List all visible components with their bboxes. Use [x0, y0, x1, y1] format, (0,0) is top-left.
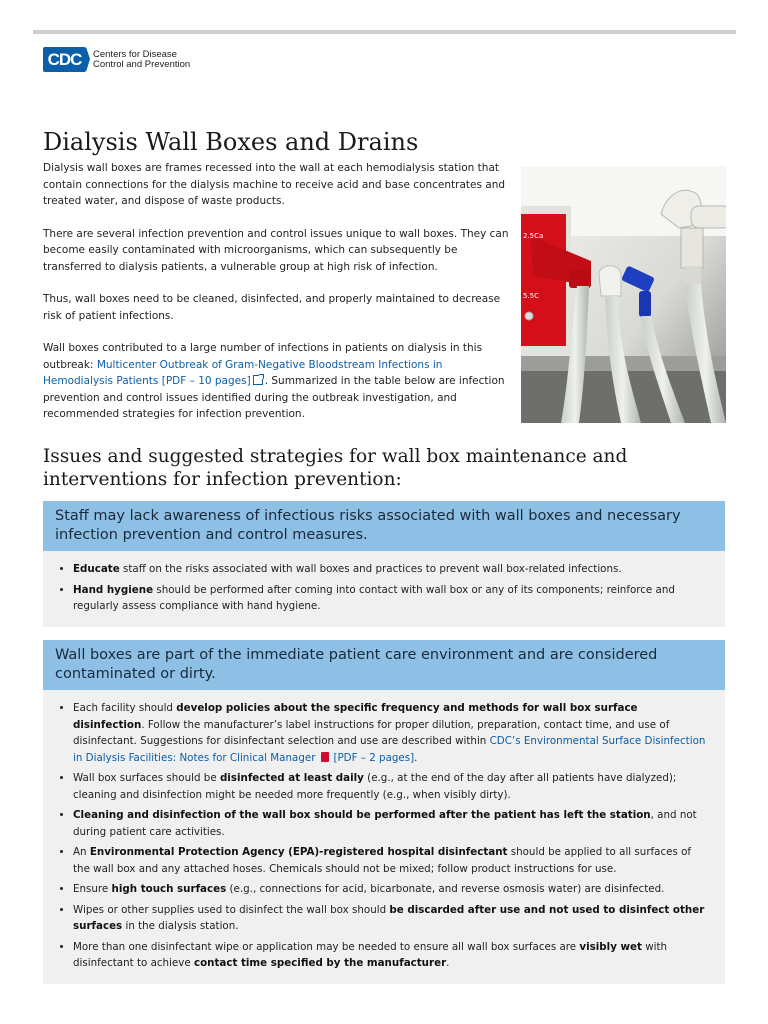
logo-line-1: Centers for Disease [93, 48, 177, 60]
intro-p4-after: . Summarized in the table below are infection prevention and control issues identified during the outbreak investigation, and recommended strategies for infection prevention. [43, 375, 505, 420]
item-text: with disinfectant to achieve [73, 940, 668, 969]
outbreak-report-link[interactable]: Multicenter Outbreak of Gram-Negative Bloodstream Infections in Hemodialysis Patients [PDF – 10 pages] [43, 358, 443, 387]
item-text: . [446, 957, 450, 969]
list-item [73, 881, 707, 898]
list-item [73, 561, 707, 578]
cdc-logo-text [93, 50, 190, 70]
intro-p4-text: Wall boxes contributed to a large number of infections in patients on dialysis in this outbreak: [43, 342, 483, 371]
logo-line-2: Control and Prevention [93, 58, 191, 70]
bold-text: disinfected at least daily [219, 772, 364, 784]
item-text: . [414, 751, 418, 764]
list-item [73, 939, 707, 972]
list-item [73, 700, 707, 766]
photo-label-bottom: 5.5C [523, 292, 540, 300]
list-item [73, 902, 707, 935]
pdf-icon [321, 752, 329, 762]
bold-text: Cleaning and disinfection of the wall box should be performed after the patient has left the station [73, 809, 651, 821]
card-1-header: Staff may lack awareness of infectious risks associated with wall boxes and necessary infection prevention and control measures. [43, 501, 725, 551]
cdc-logo-mark: CDC [43, 47, 86, 72]
item-text: Wipes or other supplies used to disinfect the wall box should [73, 903, 390, 916]
intro-paragraph-3: Thus, wall boxes need to be cleaned, disinfected, and properly maintained to decrease risk of patient infections. [43, 293, 501, 322]
item-text: should be applied to all surfaces of the wall box and any attached hoses. Chemicals should not be mixed; follow product instructions for use. [73, 846, 692, 875]
item-text: , and not during patient care activities. [73, 809, 697, 838]
list-item [73, 807, 707, 840]
bold-text: Environmental Protection Agency (EPA)-registered hospital disinfectant [89, 846, 508, 858]
bold-text: develop policies about the specific frequency and methods for wall box surface disinfection [73, 702, 638, 731]
list-item [73, 582, 707, 615]
card-2-list [43, 690, 725, 984]
item-text: An [73, 846, 90, 858]
item-text: More than one disinfectant wipe or application may be needed to ensure all wall box surfaces are [73, 940, 580, 953]
list-item [73, 844, 707, 877]
bold-text: Hand hygiene [73, 583, 154, 596]
bold-text: high touch surfaces [111, 883, 227, 895]
item-text: Ensure [73, 883, 112, 895]
top-divider [33, 30, 736, 34]
item-text: (e.g., connections for acid, bicarbonate, and reverse osmosis water) are disinfected. [226, 883, 665, 895]
card-patient-environment [43, 640, 725, 984]
cdc-logo[interactable] [43, 47, 190, 72]
item-text: staff on the risks associated with wall boxes and practices to prevent wall box-related infections. [119, 563, 622, 575]
intro-paragraph-2: There are several infection prevention and control issues unique to wall boxes. They can become easily contaminated with microorganisms, which can subsequently be transferred to dialysis patients, a vulnerable group at high risk of infection. [43, 227, 509, 273]
item-text: . Follow the manufacturer’s label instructions for proper dilution, preparation, contact time, and use of disinfectant. Suggestions for disinfectant selection and use are described within [73, 718, 670, 747]
card-staff-awareness [43, 501, 725, 627]
intro-paragraph-4 [43, 340, 513, 423]
bold-text: be discarded after use and not used to disinfect other surfaces [73, 903, 705, 932]
photo-label-top: 2.5Ca [523, 232, 544, 240]
item-text: (e.g., at the end of the day after all patients have dialyzed); cleaning and disinfection might be needed more frequently (e.g., when visibly dirty). [73, 772, 677, 801]
intro-text [43, 160, 513, 439]
item-text: should be performed after coming into contact with wall box or any of its components; reinforce and regularly assess compliance with hand hygiene. [73, 583, 675, 612]
item-text: Wall box surfaces should be [73, 772, 220, 784]
bold-text: visibly wet [579, 940, 642, 953]
external-link-icon [253, 375, 263, 385]
section-heading: Issues and suggested strategies for wall box maintenance and interventions for infection prevention: [43, 446, 628, 490]
list-item [73, 770, 707, 803]
item-text: Each facility should [73, 702, 177, 714]
page-title: Dialysis Wall Boxes and Drains [43, 128, 419, 156]
card-1-list [43, 551, 725, 627]
pdf-pages-link[interactable]: [PDF – 2 pages] [333, 751, 415, 764]
environmental-disinfection-link[interactable]: CDC’s Environmental Surface Disinfection in Dialysis Facilities: Notes for Clinical Manager [73, 735, 706, 764]
bold-text: contact time specified by the manufacturer [193, 957, 447, 969]
intro-paragraph-1: Dialysis wall boxes are frames recessed into the wall at each hemodialysis station that contain connections for the dialysis machine to receive acid and base concentrates and treated water, and dispose of waste products. [43, 162, 506, 207]
item-text: in the dialysis station. [122, 920, 239, 932]
wall-box-photo [521, 166, 726, 423]
bold-text: Educate [73, 563, 120, 575]
card-2-header: Wall boxes are part of the immediate patient care environment and are considered contaminated or dirty. [43, 640, 725, 690]
